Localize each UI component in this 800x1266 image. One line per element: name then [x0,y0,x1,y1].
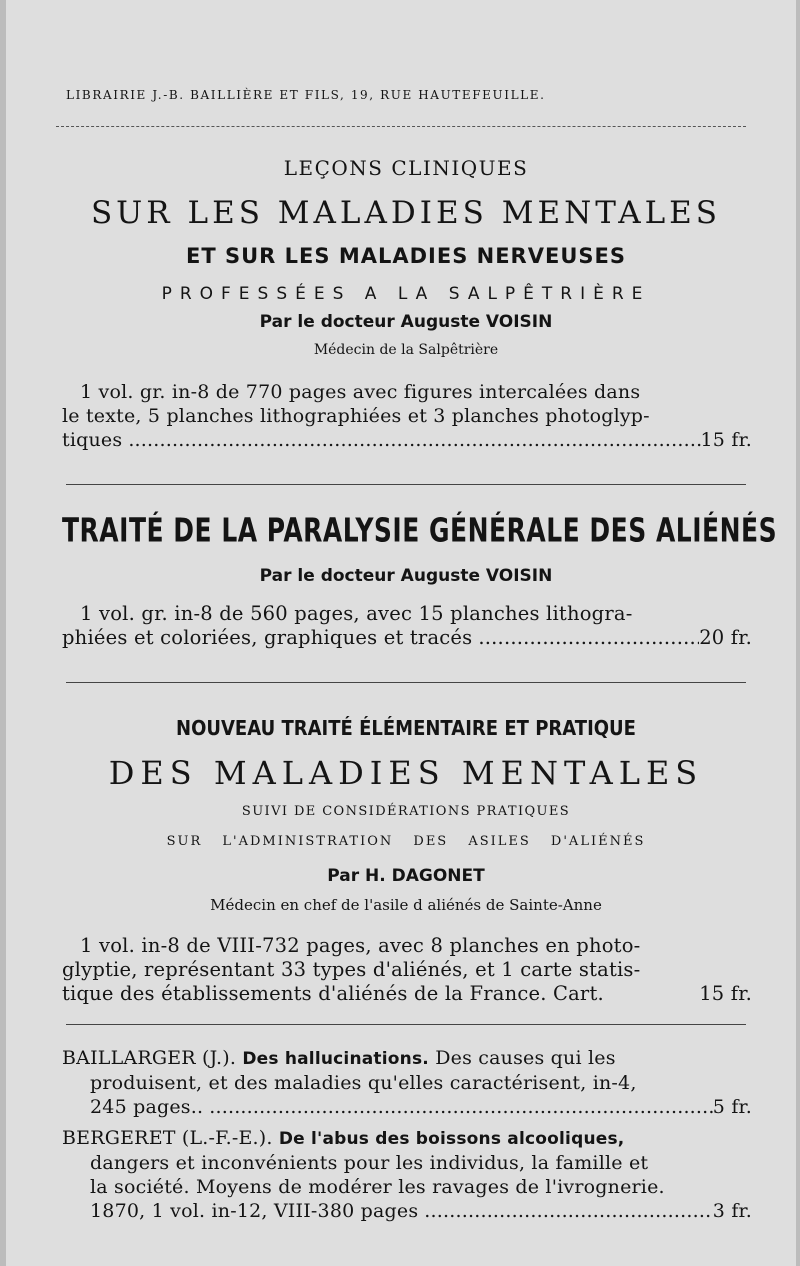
book2-author: Par le docteur Auguste VOISIN [259,566,553,586]
leader-dots [418,1199,713,1223]
entry-author: BERGERET (L.-F.-E.). [62,1127,273,1149]
book3-desc-line: tique des établissements d'aliénés de la France. Cart. [62,982,604,1005]
book3-series: NOUVEAU TRAITÉ ÉLÉMENTAIRE ET PRATIQUE [176,716,636,741]
book3-price: 15 fr. [699,982,752,1005]
section-divider [66,1024,746,1025]
entry-price-line [62,1199,752,1223]
book1-subtitle: LEÇONS CLINIQUES [283,156,529,180]
entry-title: De l'abus des boissons alcooliques, [278,1129,625,1149]
entry-price-line [62,1095,752,1119]
leader-dots [472,626,699,650]
entry-title: Des hallucinations. [242,1049,429,1069]
book2-price: 20 fr. [699,626,752,649]
book3-author-title: Médecin en chef de l'asile d aliénés de Sainte-Anne [210,896,602,914]
entry-line [62,1046,752,1071]
book3-subtitle-cont: SUR L'ADMINISTRATION DES ASILES D'ALIÉNÉS [166,834,646,849]
header-divider [56,126,746,127]
book1-author: Par le docteur Auguste VOISIN [259,312,553,332]
entry-text: Des causes qui les [435,1047,616,1069]
book1-desc-line: tiques [62,429,123,451]
book2-title: TRAITÉ DE LA PARALYSIE GÉNÉRALE DES ALIÉNÉS [62,511,778,550]
book2-desc-line: 1 vol. gr. in-8 de 560 pages, avec 15 planches lithogra- [80,602,633,625]
entry-text: 245 pages.. [90,1096,204,1118]
entry-line: la société. Moyens de modérer les ravages de l'ivrognerie. [90,1176,665,1198]
book1-desc-line: le texte, 5 planches lithographiées et 3 planches photoglyp- [62,405,650,427]
section-divider [66,484,746,485]
leader-dots [122,428,700,452]
entry-line: dangers et inconvénients pour les individus, la famille et [90,1152,649,1174]
book3-description [62,934,752,1006]
book1-desc-line: 1 vol. gr. in-8 de 770 pages avec figures intercalées dans [80,381,641,403]
book3-author: Par H. DAGONET [327,866,485,886]
book1-title-cont: ET SUR LES MALADIES NERVEUSES [186,244,626,268]
book3-title: DES MALADIES MENTALES [108,754,704,792]
publisher-header: LIBRAIRIE J.-B. BAILLIÈRE ET FILS, 19, RUE HAUTEFEUILLE. [66,88,546,102]
book2-price-line [62,626,752,650]
book3-desc-line: glyptie, représentant 33 types d'aliénés, et 1 carte statis- [62,958,641,981]
book3-desc-line: 1 vol. in-8 de VIII-732 pages, avec 8 planches en photo- [80,934,641,957]
entry-bergeret [62,1126,752,1223]
entry-baillarger [62,1046,752,1119]
book1-price: 15 fr. [700,429,752,451]
entry-line [62,1126,752,1151]
book1-title: SUR LES MALADIES MENTALES [90,195,722,231]
entry-price: 5 fr. [712,1096,752,1118]
entry-text: 1870, 1 vol. in-12, VIII-380 pages [90,1200,419,1222]
leader-dots [203,1095,713,1119]
book2-desc-line: phiées et coloriées, graphiques et tracés [62,626,473,649]
book2-description [62,602,752,650]
entry-price: 3 fr. [712,1200,752,1222]
entry-line: produisent, et des maladies qu'elles caractérisent, in-4, [90,1072,637,1094]
section-divider [66,682,746,683]
book3-subtitle: SUIVI DE CONSIDÉRATIONS PRATIQUES [241,804,571,819]
catalog-page [6,0,796,1266]
book1-author-title: Médecin de la Salpêtrière [313,342,499,358]
entry-author: BAILLARGER (J.). [62,1047,237,1069]
book1-price-line [62,428,752,452]
book3-price-line [62,982,752,1006]
book1-location: PROFESSÉES A LA SALPÊTRIÈRE [161,284,651,304]
book1-description [62,380,752,452]
